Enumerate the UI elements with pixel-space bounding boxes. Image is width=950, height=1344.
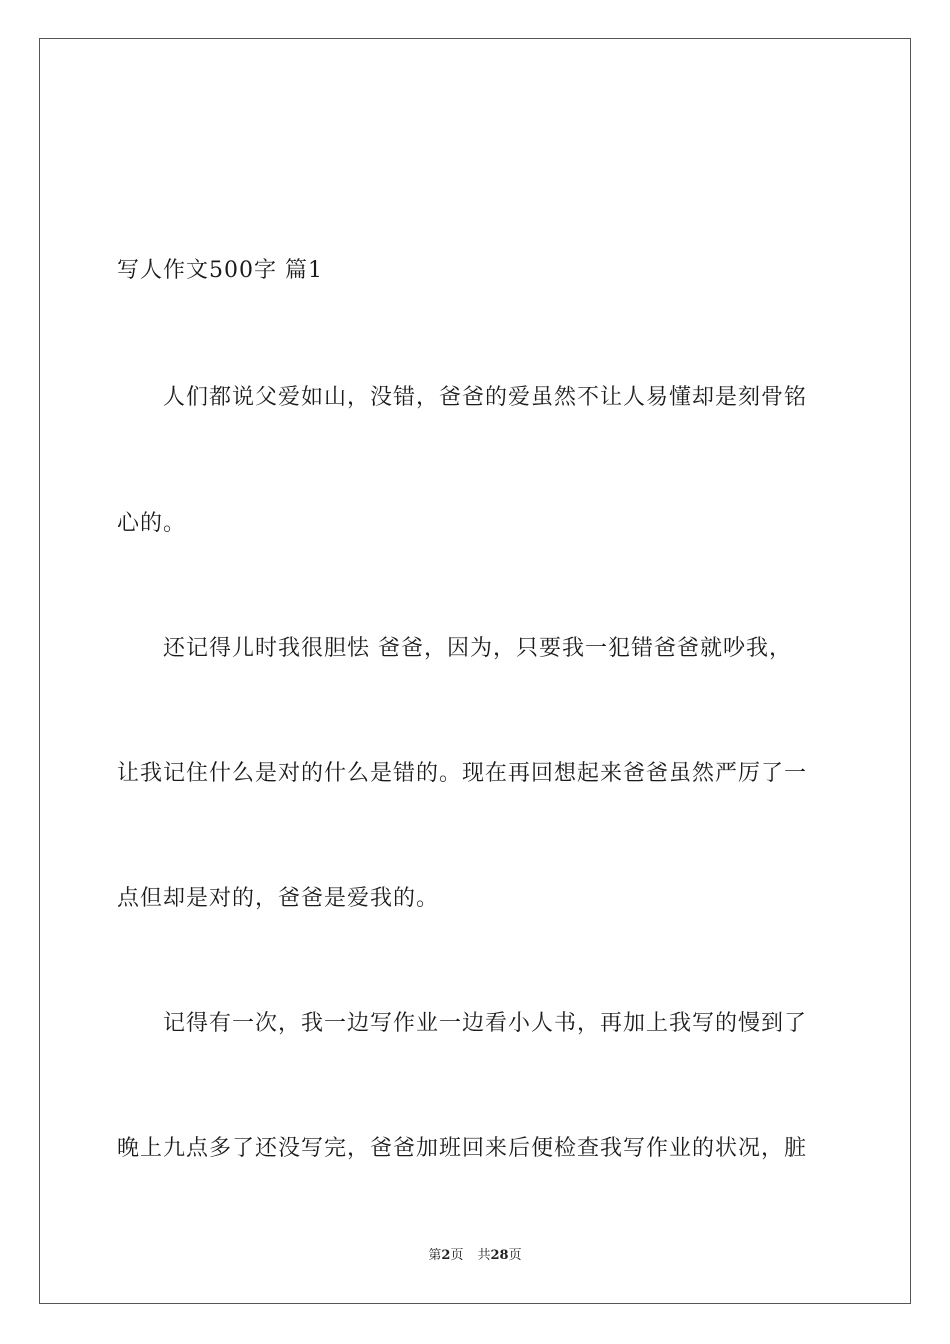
footer-page-prefix: 第	[428, 1248, 442, 1263]
footer-total-prefix: 共	[477, 1248, 491, 1263]
paragraph-line-3: 还记得儿时我很胆怯 爸爸，因为，只要我一犯错爸爸就吵我，	[163, 636, 792, 661]
paragraph-line-1: 人们都说父爱如山，没错，爸爸的爱虽然不让人易懂却是刻骨铭	[163, 385, 808, 410]
essay-heading: 写人作文500字 篇1	[117, 258, 323, 283]
page-border	[39, 38, 911, 1304]
footer-page-current: 2	[441, 1248, 451, 1263]
paragraph-line-5: 点但却是对的，爸爸是爱我的。	[117, 886, 440, 911]
footer-page-suffix: 页	[450, 1248, 464, 1263]
page-footer	[0, 1247, 950, 1265]
footer-total-suffix: 页	[508, 1248, 522, 1263]
paragraph-line-4: 让我记住什么是对的什么是错的。现在再回想起来爸爸虽然严厉了一	[117, 761, 808, 786]
paragraph-line-6: 记得有一次，我一边写作业一边看小人书，再加上我写的慢到了	[163, 1011, 808, 1036]
paragraph-line-7: 晚上九点多了还没写完，爸爸加班回来后便检查我写作业的状况，脏	[117, 1136, 808, 1161]
paragraph-line-2: 心的。	[117, 511, 187, 536]
footer-total-pages: 28	[490, 1248, 509, 1263]
